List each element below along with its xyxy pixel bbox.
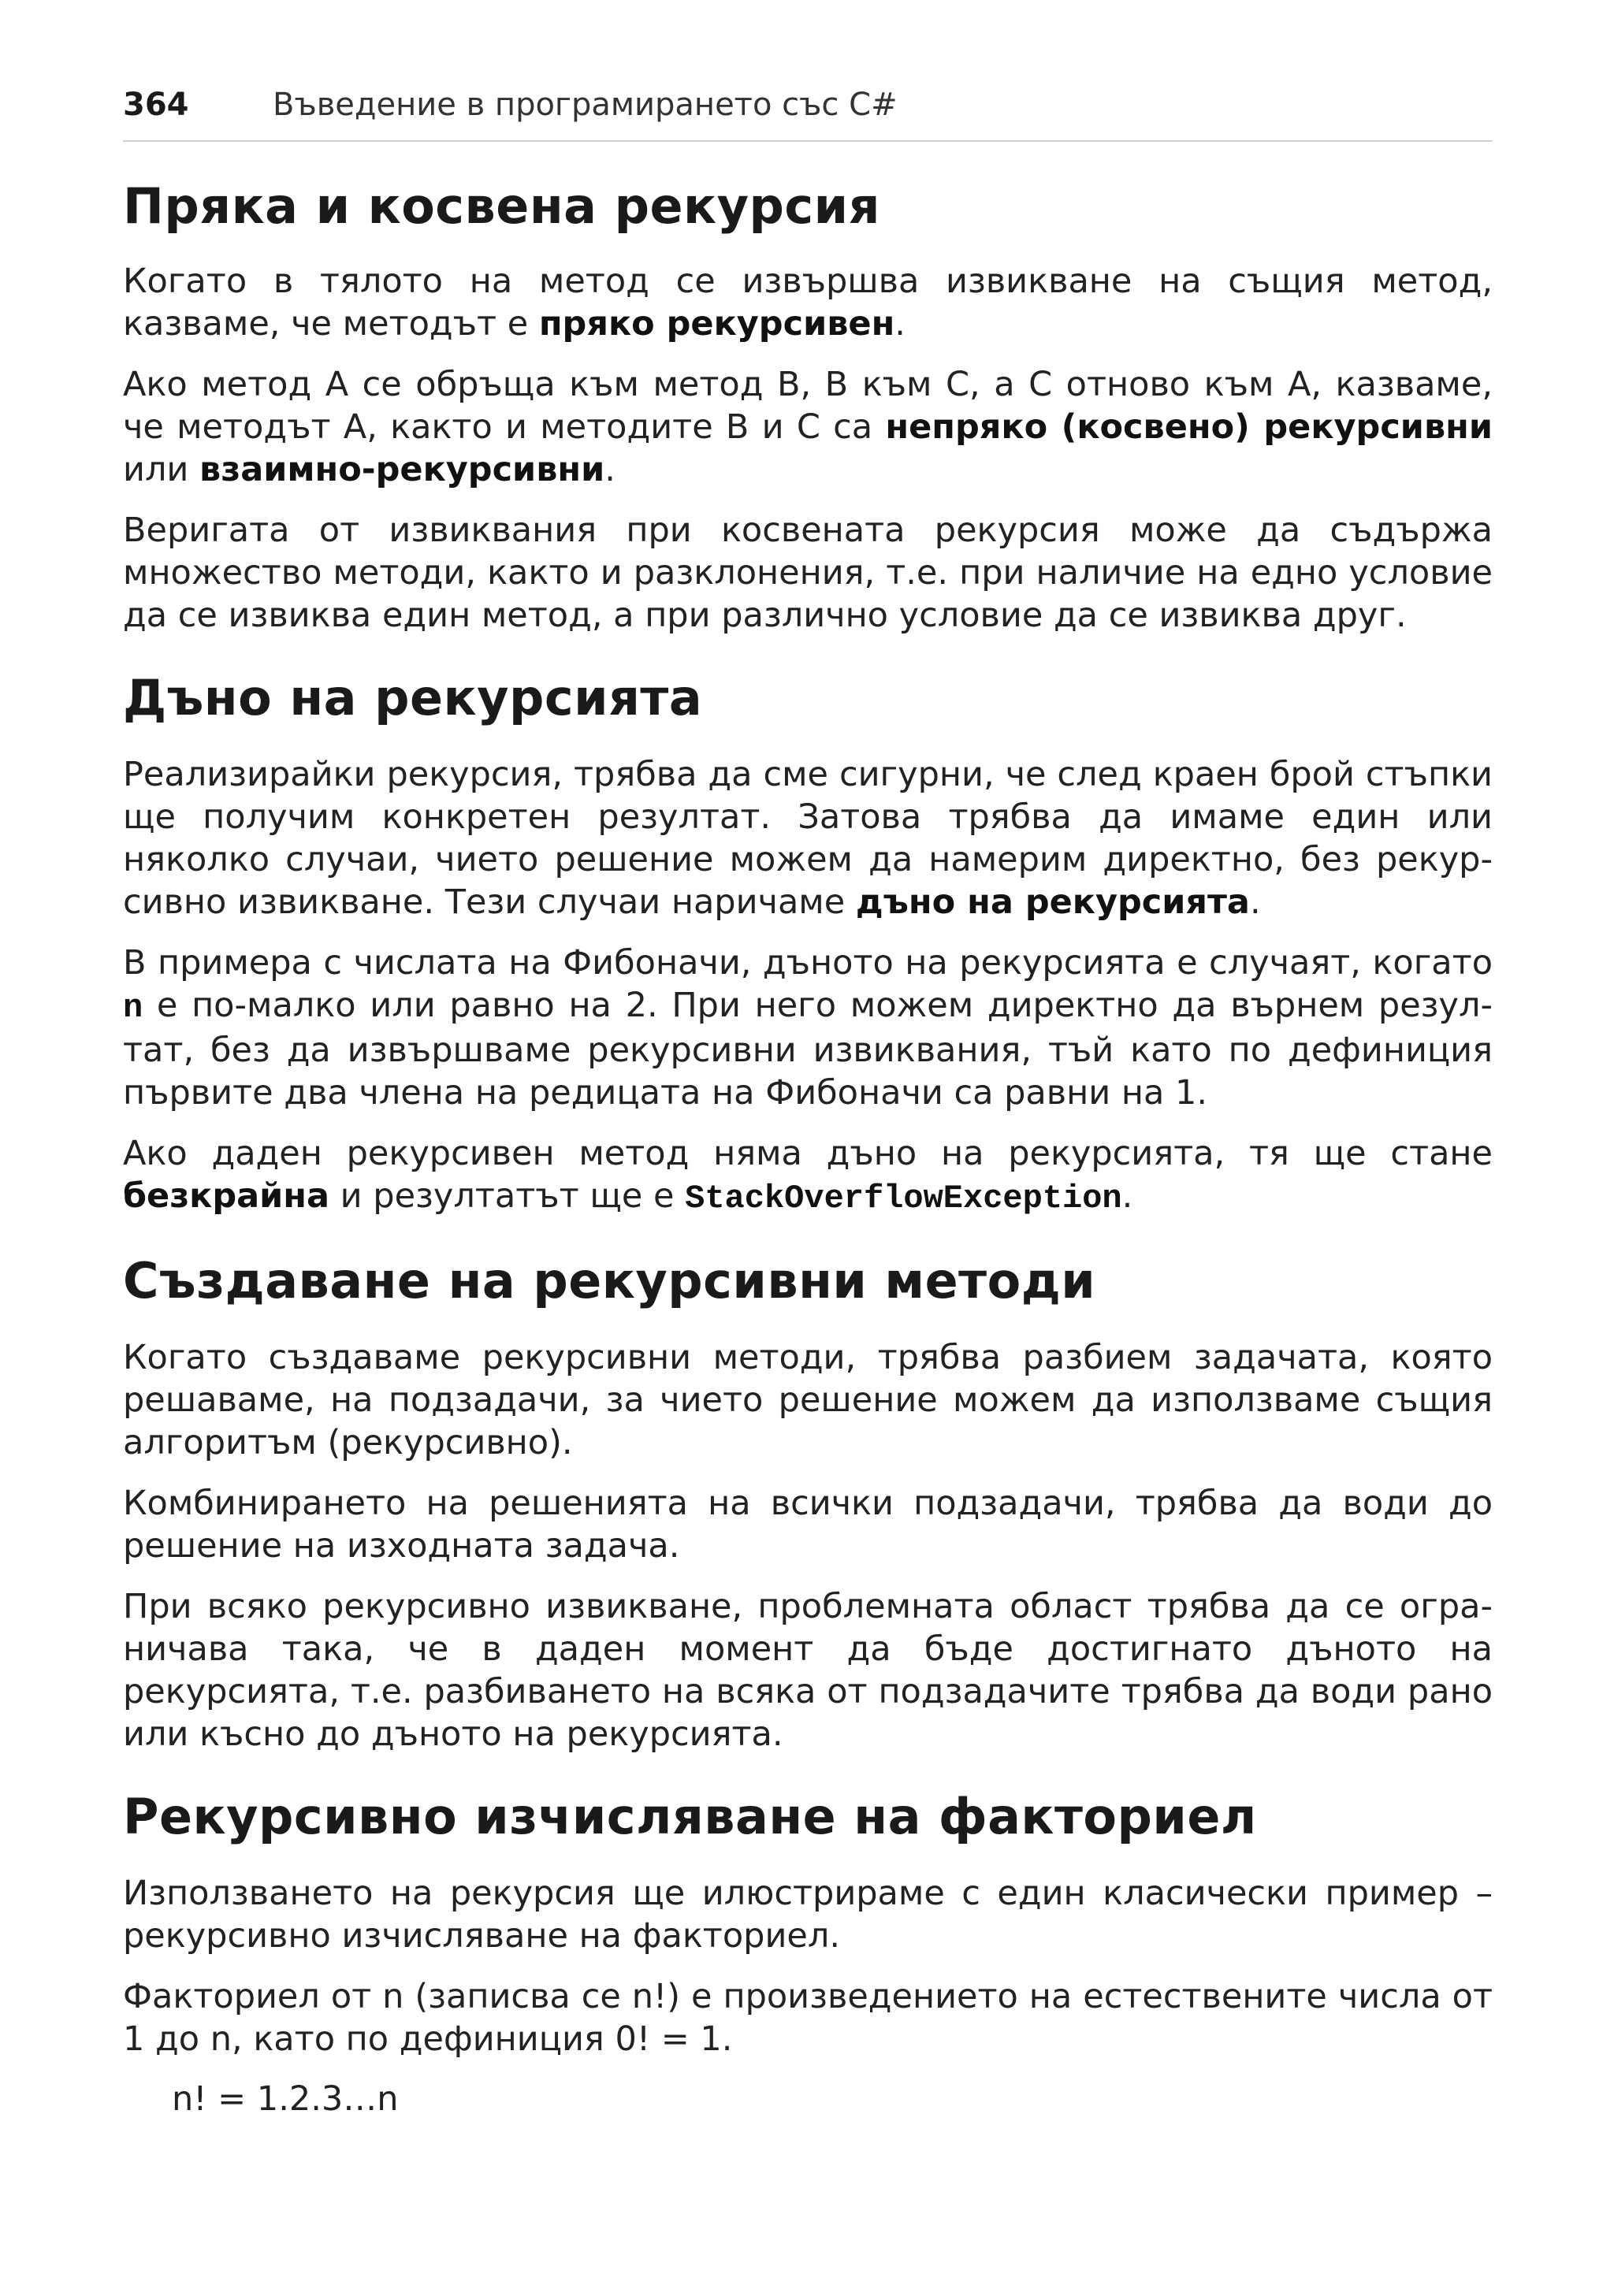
factorial-formula: n! = 1.2.3…n xyxy=(172,2079,399,2119)
text-run: Ако метод A се обръща към метод B, B към C, а C отново към A, казваме, че методът A, както и методите B и C са xyxy=(123,365,1493,447)
text-run: Използването на рекурсия ще илюстрираме с един класически пример – рекурсивно изчисляване на факториел. xyxy=(123,1874,1493,1956)
text-run: Факториел от n (записва се n!) е произведението на естествените числа от 1 до n, като по дефиниция 0! = 1. xyxy=(123,1977,1493,2059)
text-run: Ако даден рекурсивен метод няма дъно на рекурсията, тя ще стане xyxy=(123,1134,1493,1173)
inline-code: n xyxy=(123,989,143,1027)
paragraph xyxy=(123,1872,1493,1957)
paragraph xyxy=(123,753,1493,923)
text-run: Веригата от извиквания при косвената рекурсия може да съдържа множество методи, както и разклонения, т.е. при наличие на едно условие да се извиква един метод, а при различно условие да се извиква друг. xyxy=(123,511,1493,635)
paragraph xyxy=(123,942,1493,1114)
text-run: Когато създаваме рекурсивни методи, трябва разбием задачата, която решаваме, на подзадачи, за чието решение можем да използваме същия алгоритъм (рекурсивно). xyxy=(123,1338,1493,1462)
text-run: При всяко рекурсивно извикване, проблемната област трябва да се ограничава така, че в даден момент да бъде достигнато дъното на рекурсията, т.е. разбиването на всяка от подзадачите трябва да води рано или късно до дъното на рекурсията. xyxy=(123,1587,1493,1754)
paragraph xyxy=(123,1482,1493,1567)
paragraph xyxy=(123,1336,1493,1464)
paragraph xyxy=(123,363,1493,491)
running-title: Въведение в програмирането със C# xyxy=(273,87,898,123)
bold-term: взаимно-рекурсивни xyxy=(199,450,605,489)
text-run: и резултатът ще е xyxy=(329,1176,686,1216)
section-heading-recursion-base: Дъно на рекурсията xyxy=(123,669,703,726)
paragraph xyxy=(123,260,1493,345)
text-run: Когато в тялото на метод се извършва извикване на същия метод, казваме, че методът е xyxy=(123,262,1493,344)
section-heading-recursive-factorial: Рекурсивно изчисляване на факториел xyxy=(123,1788,1257,1845)
paragraph xyxy=(123,1585,1493,1755)
bold-term: дъно на рекурсията xyxy=(855,882,1250,922)
paragraph xyxy=(123,1132,1493,1220)
text-run: . xyxy=(604,450,615,489)
bold-term: безкрайна xyxy=(123,1176,330,1216)
section-heading-direct-indirect-recursion: Пряка и косвена рекурсия xyxy=(123,177,880,235)
page-number: 364 xyxy=(123,87,189,123)
section-heading-creating-recursive-methods: Създаване на рекурсивни методи xyxy=(123,1252,1096,1310)
page-header xyxy=(123,79,1493,142)
text-run: е по-малко или равно на 2. При него можем директно да върнем резултат, без да извършваме рекурсивни извиквания, тъй като по дефиниция първите два члена на редицата на Фибоначи са равни на 1. xyxy=(123,986,1493,1113)
paragraph xyxy=(123,509,1493,637)
bold-term: пряко рекурсивен xyxy=(538,304,895,344)
text-run: . xyxy=(1249,882,1261,922)
page-content xyxy=(123,158,1493,2120)
text-run: Реализирайки рекурсия, трябва да сме сигурни, че след краен брой стъпки ще получим конкретен резултат. Затова трябва да имаме един или няколко случаи, чието решение можем да намерим директно, без рекурсивно извикване. Тези случаи наричаме xyxy=(123,755,1493,922)
inline-code: StackOverflowException xyxy=(685,1180,1122,1217)
text-run: В примера с числата на Фибоначи, дъното на рекурсията е случаят, когато xyxy=(123,943,1493,983)
text-run: . xyxy=(894,304,906,344)
bold-term: непряко (косвено) рекурсивни xyxy=(885,407,1493,447)
text-run: . xyxy=(1121,1176,1133,1216)
paragraph xyxy=(123,1975,1493,2060)
text-run: Комбинирането на решенията на всички подзадачи, трябва да води до решение на изходната задача. xyxy=(123,1484,1493,1566)
text-run: или xyxy=(123,450,200,489)
